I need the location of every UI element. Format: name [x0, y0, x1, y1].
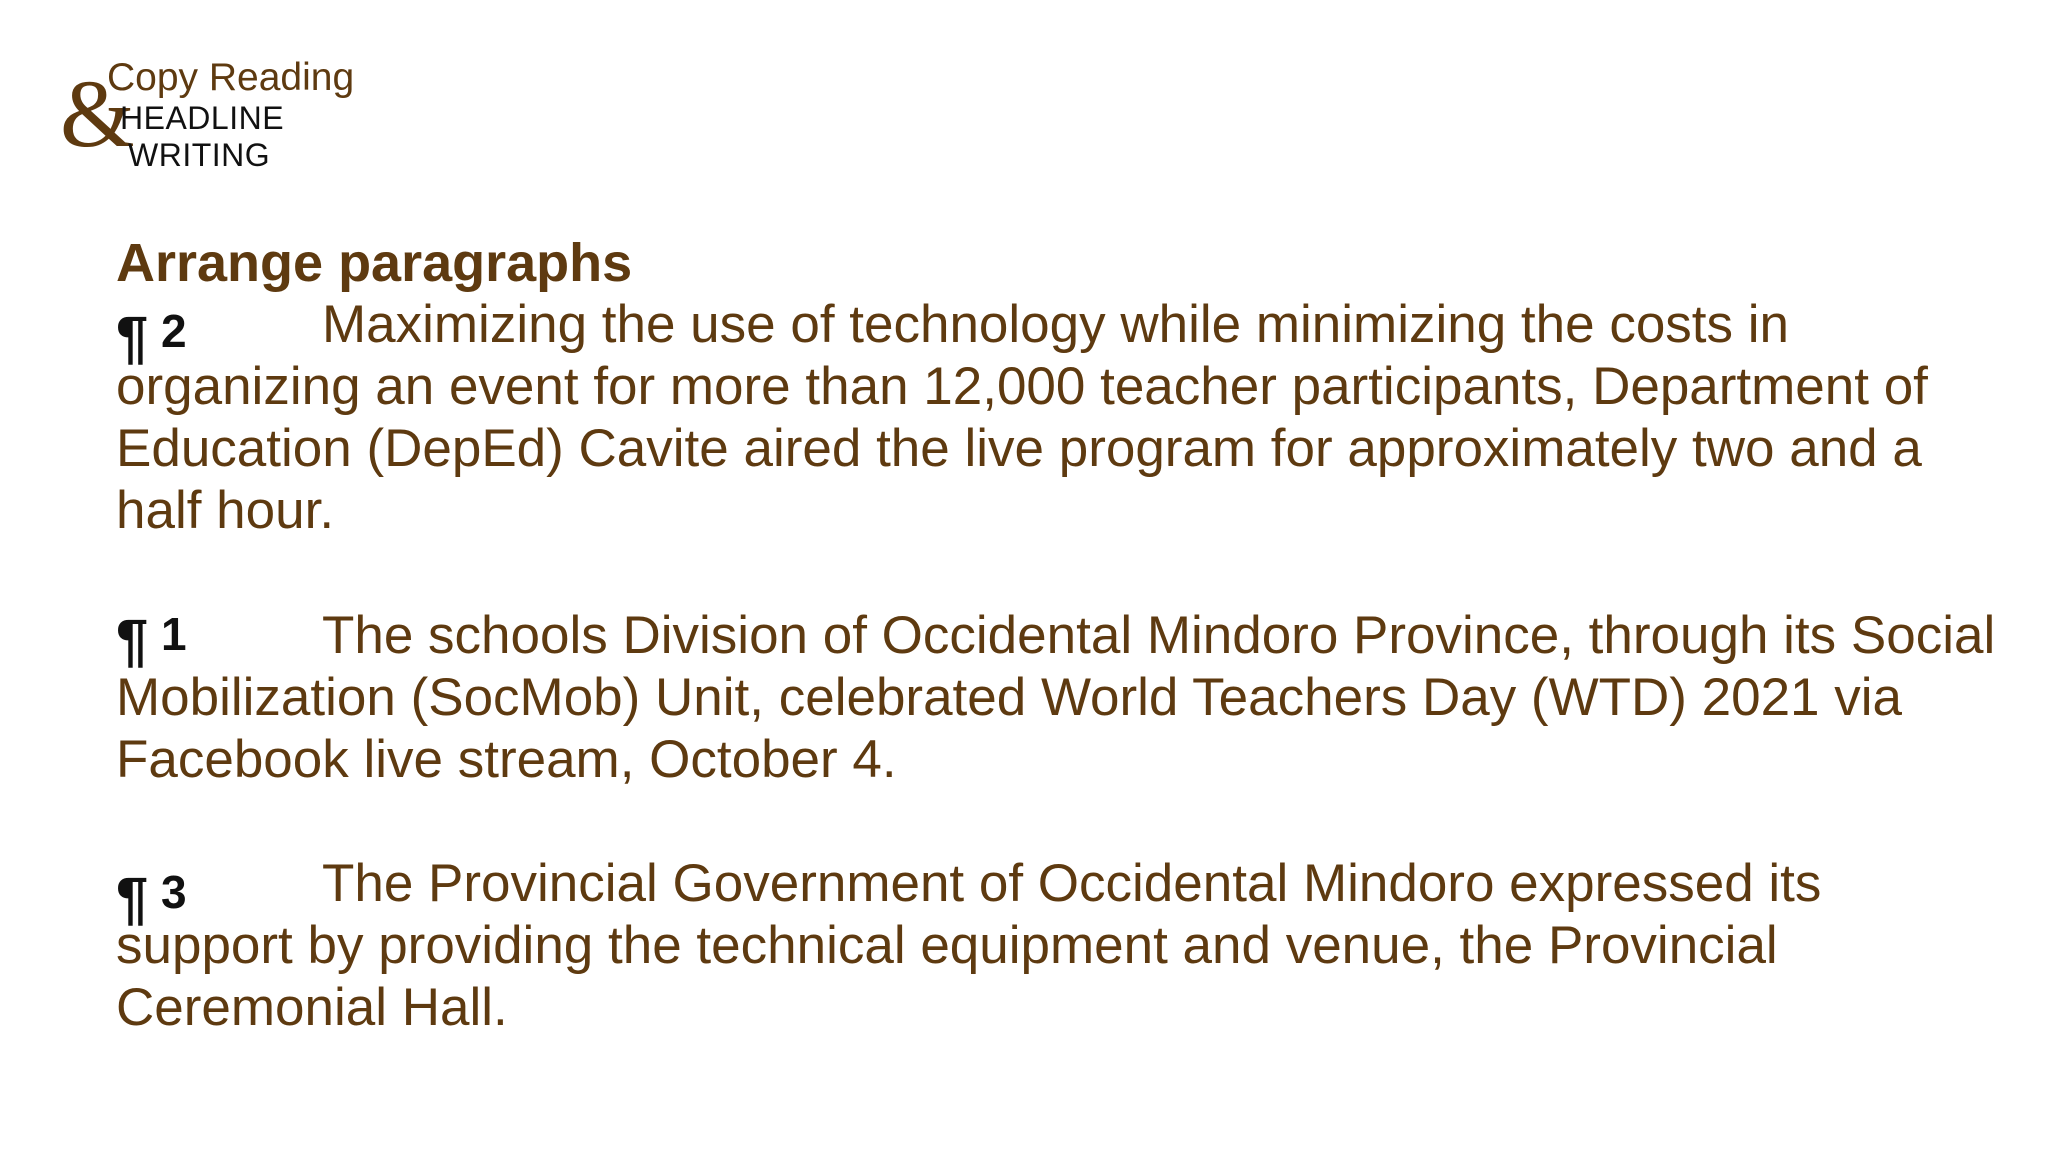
paragraph-block — [116, 605, 1996, 791]
pilcrow-icon: ¶ — [116, 608, 149, 673]
paragraph-number: 1 — [161, 608, 187, 660]
paragraph-block — [116, 294, 1996, 542]
paragraph-number: 3 — [161, 866, 187, 918]
pilcrow-icon: ¶ — [116, 305, 149, 370]
slide-title: Arrange paragraphs — [116, 233, 633, 293]
paragraph-number: 2 — [161, 305, 187, 357]
logo-line-copy-reading: Copy Reading — [107, 56, 355, 99]
paragraph-text: Maximizing the use of technology while minimizing the costs in organizing an event for more than 12,000 teacher participants, Department of Education (DepEd) Cavite aired the live program for approximately two and a half hour. — [116, 295, 1928, 540]
logo-line-writing: WRITING — [128, 137, 271, 173]
paragraph-number-marker — [116, 305, 187, 370]
paragraph-text: The Provincial Government of Occidental Mindoro expressed its support by providing the technical equipment and venue, the Provincial Ceremonial Hall. — [116, 854, 1822, 1037]
logo-ampersand: & — [60, 60, 135, 167]
paragraph-number-marker — [116, 608, 187, 673]
paragraph-number-marker — [116, 866, 187, 931]
paragraph-text: The schools Division of Occidental Mindoro Province, through its Social Mobilization (SocMob) Unit, celebrated World Teachers Day (WTD) 2021 via Facebook live stream, October 4. — [116, 606, 1996, 789]
pilcrow-icon: ¶ — [116, 866, 149, 931]
logo-line-headline: HEADLINE — [120, 100, 285, 136]
copy-reading-logo — [60, 56, 380, 176]
paragraph-block — [116, 853, 1996, 1039]
